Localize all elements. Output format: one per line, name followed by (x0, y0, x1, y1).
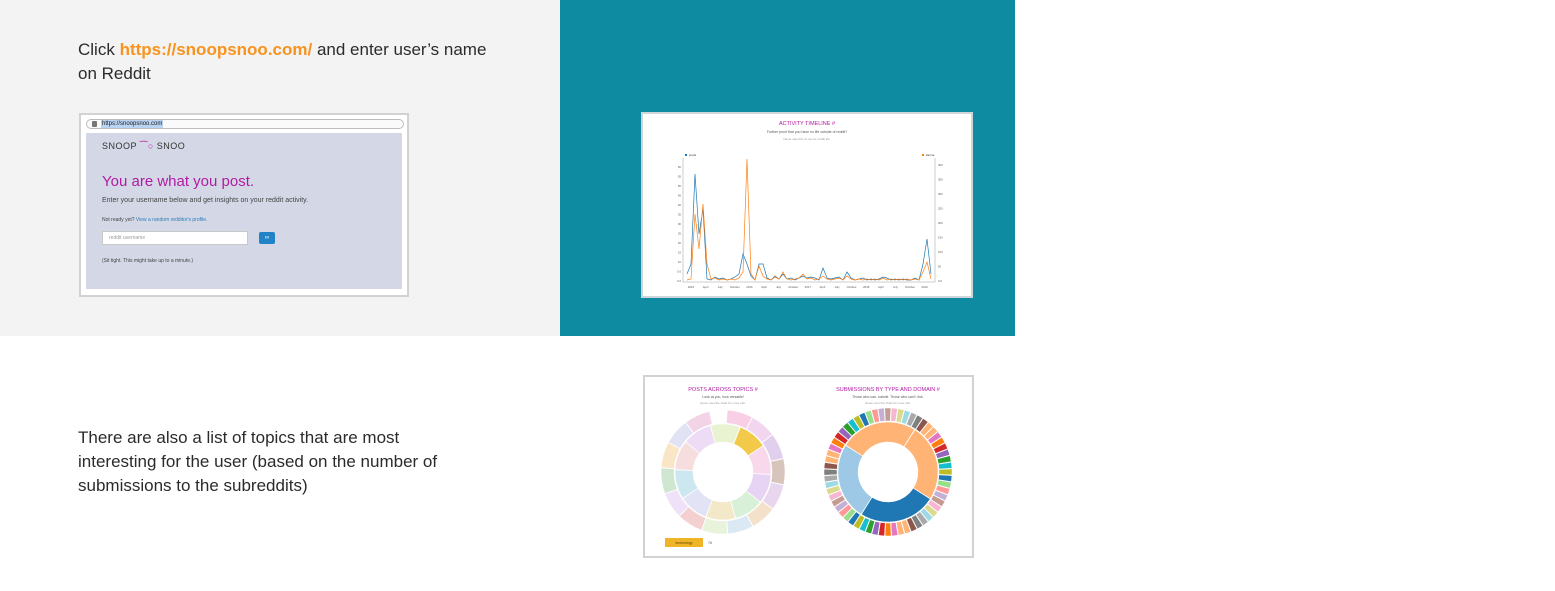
x-tick-label: July (717, 285, 723, 289)
activity-timeline-screenshot (641, 112, 973, 298)
random-profile-link[interactable]: View a random redditor's profile. (135, 217, 208, 223)
y-left-tick-label: 30 (677, 222, 681, 226)
topics-caption: There are also a list of topics that are most interesting for the user (based on the number of submissions to the subreddits) (78, 428, 438, 495)
y-right-tick-label: 0.0 (938, 279, 942, 283)
x-tick-label: April (702, 285, 709, 289)
browser-url-bar (86, 119, 404, 129)
timeline-subtitle: Further proof that you have no life outside of reddit? (766, 130, 848, 134)
snoopsnoo-homepage (86, 133, 402, 289)
y-right-tick-label: 200 (938, 221, 943, 225)
wait-note: (Sit tight. This might take up to a minute.) (102, 258, 194, 264)
submissions-subtitle: Those who can, submit. Those who can't, link. (852, 395, 924, 399)
x-tick-label: April (877, 285, 884, 289)
karma-line (687, 159, 931, 280)
x-tick-label: October (905, 285, 915, 289)
step-caption-search: Click https://snoopsnoo.com/ and enter user’s name on Reddit (78, 40, 487, 83)
submissions-note: Hover over the chart for more info. (865, 401, 911, 405)
y-left-tick-label: 10 (677, 260, 681, 264)
intro-panel (0, 0, 560, 336)
y-right-tick-labels (938, 163, 943, 283)
x-tick-label: 2016 (746, 285, 753, 289)
posts-topics-subtitle: Look at you, how versatile! (702, 395, 744, 399)
domain-outer-segment[interactable] (885, 408, 891, 421)
y-left-tick-label: 40 (677, 203, 681, 207)
x-tick-label: 2019 (921, 285, 928, 289)
not-ready-text: Not ready yet? View a random redditor's profile. (102, 217, 208, 223)
snoopsnoo-link[interactable]: https://snoopsnoo.com/ (119, 40, 313, 59)
domain-outer-segment[interactable] (824, 469, 837, 475)
topic-outer-segment[interactable] (771, 459, 785, 485)
x-tick-label: July (892, 285, 898, 289)
topic-outer-segment[interactable] (702, 518, 728, 534)
x-tick-label: April (819, 285, 826, 289)
topic-outer-segment[interactable] (661, 468, 677, 493)
y-left-tick-label: 20 (677, 241, 681, 245)
legend-karma-swatch (922, 154, 924, 156)
browser-url: https://snoopsnoo.com (102, 121, 163, 127)
y-right-tick-label: 400 (938, 163, 943, 167)
x-tick-label: July (776, 285, 782, 289)
posts-topics-note: Hover over the chart for more info. (700, 401, 746, 405)
username-input[interactable]: reddit username (102, 231, 248, 245)
timeline-title: ACTIVITY TIMELINE # (778, 121, 836, 127)
y-right-tick-label: 100 (938, 250, 943, 254)
y-left-tick-label: 50 (677, 184, 681, 188)
submissions-sunburst (824, 408, 952, 536)
legend-posts-swatch (685, 154, 687, 156)
x-tick-label: October (729, 285, 740, 289)
x-tick-labels (688, 285, 928, 289)
y-right-tick-label: 150 (938, 235, 943, 240)
y-left-tick-label: 5.0 (677, 269, 681, 274)
domain-outer-segment[interactable] (939, 469, 952, 475)
domain-outer-segment[interactable] (885, 523, 891, 536)
y-left-tick-label: 0.0 (677, 279, 681, 283)
x-tick-label: 2018 (863, 285, 870, 289)
lock-icon (92, 121, 97, 127)
go-button[interactable]: ∞ (259, 232, 275, 244)
y-left-tick-label: 35 (677, 212, 681, 217)
x-tick-label: 2015 (687, 285, 695, 289)
x-tick-label: 2017 (804, 285, 811, 289)
activity-timeline-chart (643, 114, 971, 296)
y-left-tick-label: 55 (677, 174, 681, 179)
topics-screenshot (643, 375, 974, 558)
posts-topics-title: POSTS ACROSS TOPICS # (688, 387, 758, 393)
y-right-tick-label: 300 (938, 192, 943, 196)
topic-badge-label: technology (675, 541, 693, 545)
timeline-caption: You can find user activity timeline and decide when is the best time for the communication (1200, 40, 1539, 83)
snoopsnoo-screenshot (79, 113, 409, 297)
y-right-tick-label: 50 (938, 264, 942, 269)
x-tick-label: April (761, 285, 767, 289)
x-tick-label: July (834, 285, 840, 289)
legend-karma-label: karma (926, 153, 935, 157)
y-left-tick-labels (677, 165, 681, 283)
y-left-tick-label: 45 (677, 193, 681, 198)
y-right-tick-label: 350 (938, 177, 943, 182)
site-subheadline: Enter your username below and get insights on your reddit activity. (102, 197, 309, 204)
y-left-tick-label: 25 (677, 231, 681, 236)
y-right-tick-label: 250 (938, 206, 943, 211)
x-tick-label: October (788, 285, 799, 289)
site-logo: SNOOP ⁀○ SNOO (102, 141, 186, 151)
topic-badge-value: 76 (708, 541, 712, 545)
site-headline: You are what you post. (102, 173, 255, 190)
timeline-note: Never saw this on top for reddit life. (783, 137, 831, 141)
posts-line (687, 174, 931, 280)
submissions-title: SUBMISSIONS BY TYPE AND DOMAIN # (836, 387, 940, 393)
y-left-tick-label: 60 (677, 165, 681, 169)
legend-posts-label: posts (689, 153, 697, 157)
posts-topics-sunburst (661, 410, 785, 534)
topics-sunburst-charts (645, 377, 972, 556)
snake-logo-icon: ⁀○ (139, 141, 154, 151)
x-tick-label: October (846, 285, 857, 289)
y-left-tick-label: 15 (677, 250, 681, 255)
